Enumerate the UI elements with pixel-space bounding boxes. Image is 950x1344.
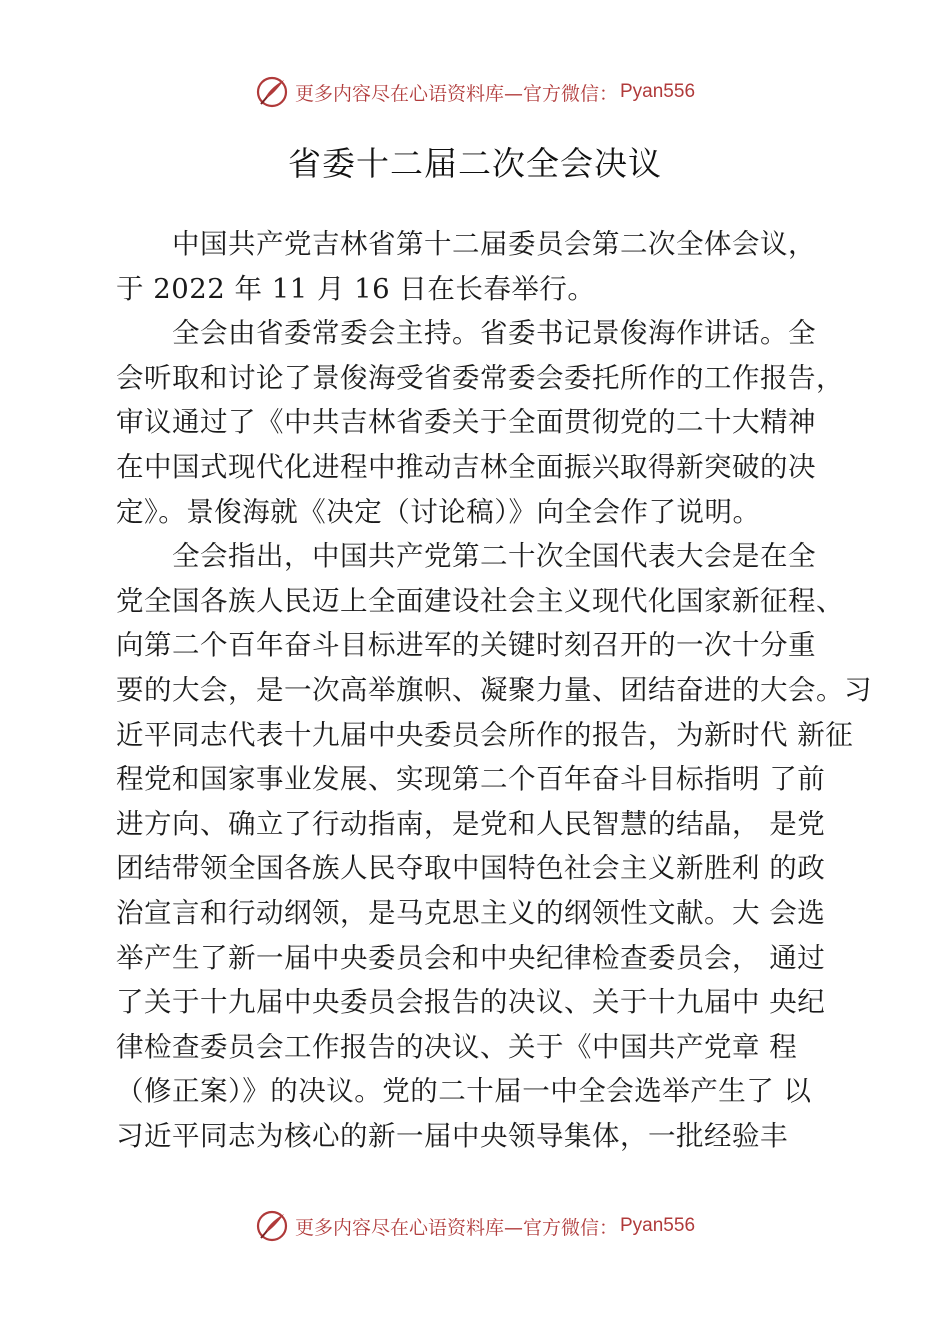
text-line: 团结带领全国各族人民夺取中国特色社会主义新胜利 的政 xyxy=(116,852,826,885)
text-line: 全会指出，中国共产党第二十次全国代表大会是在全 xyxy=(172,540,816,573)
text-line: 近平同志代表十九届中央委员会所作的报告，为新时代 新征 xyxy=(116,718,854,751)
text-line: 全会由省委常委会主持。省委书记景俊海作讲话。全 xyxy=(172,317,816,350)
text-line: 在中国式现代化进程中推动吉林全面振兴取得新突破的决 xyxy=(116,450,816,483)
header-banner xyxy=(0,72,950,112)
document-body xyxy=(116,222,876,1158)
text-line: 律检查委员会工作报告的决议、关于《中国共产党章 程 xyxy=(116,1030,798,1063)
text-line: 习近平同志为核心的新一届中央领导集体，一批经验丰 xyxy=(116,1119,788,1152)
text-line: 了关于十九届中央委员会报告的决议、关于十九届中 央纪 xyxy=(116,986,826,1019)
text-line: 党全国各族人民迈上全面建设社会主义现代化国家新征程、 xyxy=(116,584,844,617)
text-line: 向第二个百年奋斗目标进军的关键时刻召开的一次十分重 xyxy=(116,629,816,662)
text-line: （修正案）》的决议。党的二十届一中全会选举产生了 以 xyxy=(116,1075,812,1108)
text-line: 会听取和讨论了景俊海受省委常委会委托所作的工作报告， xyxy=(116,361,844,394)
quill-pen-logo-icon xyxy=(255,1209,289,1243)
wechat-id: Pyan556 xyxy=(620,1215,696,1236)
wechat-id: Pyan556 xyxy=(620,81,696,102)
text-line: 要的大会，是一次高举旗帜、凝聚力量、团结奋进的大会。习 xyxy=(116,673,872,706)
banner-text: 更多内容尽在心语资料库—官方微信： xyxy=(294,1216,618,1239)
text-line: 举产生了新一届中央委员会和中央纪律检查委员会， 通过 xyxy=(116,941,826,974)
quill-pen-logo-icon xyxy=(255,75,289,109)
document-title: 省委十二届二次全会决议 xyxy=(288,144,662,183)
footer-banner xyxy=(0,1206,950,1246)
text-line: 定》。景俊海就《决定（讨论稿）》向全会作了说明。 xyxy=(116,495,761,528)
text-line: 中国共产党吉林省第十二届委员会第二次全体会议， xyxy=(172,228,816,260)
text-line: 审议通过了《中共吉林省委关于全面贯彻党的二十大精神 xyxy=(116,406,816,439)
text-line: 进方向、确立了行动指南，是党和人民智慧的结晶， 是党 xyxy=(116,807,826,840)
text-line: 于 2022 年 11 月 16 日在长春举行。 xyxy=(116,272,596,305)
banner-text: 更多内容尽在心语资料库—官方微信： xyxy=(294,82,618,105)
text-line: 程党和国家事业发展、实现第二个百年奋斗目标指明 了前 xyxy=(116,763,826,796)
text-line: 治宣言和行动纲领，是马克思主义的纲领性文献。大 会选 xyxy=(116,896,826,929)
